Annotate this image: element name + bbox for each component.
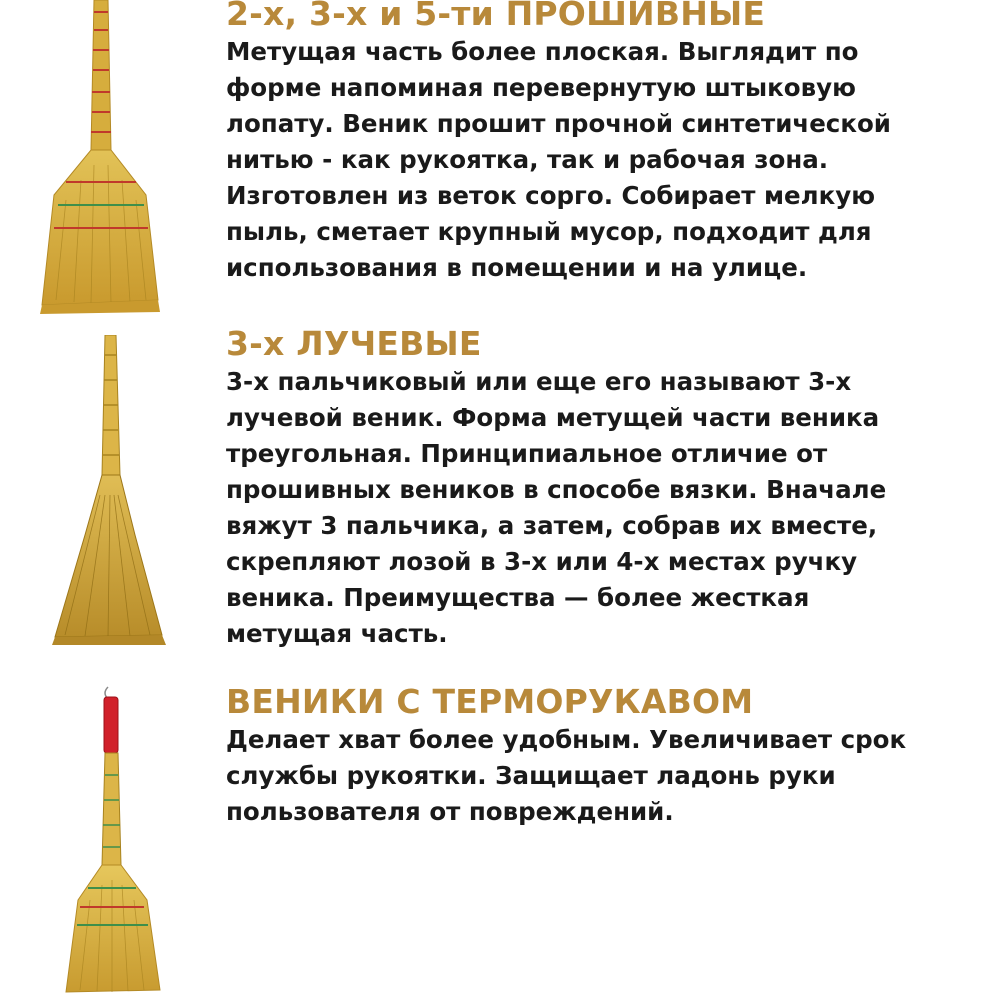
description-line: Изготовлен из веток сорго. Собирает мелкую [226, 181, 876, 210]
section-description [226, 364, 981, 652]
description-line: метущая часть. [226, 619, 448, 648]
description-line: 3-х пальчиковый или еще его называют 3-х [226, 367, 852, 396]
description-line: треугольная. Принципиальное отличие от [226, 439, 828, 468]
description-line: использования в помещении и на улице. [226, 253, 808, 282]
section-stitched [0, 0, 1000, 320]
section-description [226, 722, 981, 830]
description-line: форме напоминая перевернутую штыковую [226, 73, 856, 102]
description-line: веника. Преимущества — более жесткая [226, 583, 810, 612]
description-line: лучевой веник. Форма метущей части веника [226, 403, 880, 432]
stitched-broom-image [36, 0, 166, 318]
section-title: ВЕНИКИ С ТЕРМОРУКАВОМ [226, 682, 754, 721]
description-line: вяжут 3 пальчика, а затем, собрав их вместе, [226, 511, 878, 540]
description-line: Метущая часть более плоская. Выглядит по [226, 37, 859, 66]
thermo-sleeve-text [226, 684, 981, 830]
description-line: пыль, сметает крупный мусор, подходит для [226, 217, 872, 246]
section-thermo-sleeve [0, 682, 1000, 1000]
section-description [226, 34, 981, 286]
description-line: службы рукоятки. Защищает ладонь руки [226, 761, 836, 790]
section-title: 3-х ЛУЧЕВЫЕ [226, 324, 482, 363]
description-line: пользователя от повреждений. [226, 797, 674, 826]
thermo-sleeve-broom-image [62, 685, 167, 997]
three-finger-broom-image [50, 335, 170, 647]
section-title: 2-х, 3-х и 5-ти ПРОШИВНЫЕ [226, 0, 766, 33]
description-line: лопату. Веник прошит прочной синтетической [226, 109, 891, 138]
description-line: Делает хват более удобным. Увеличивает срок [226, 725, 907, 754]
three-finger-text [226, 326, 981, 652]
description-line: скрепляют лозой в 3-х или 4-х местах ручку [226, 547, 858, 576]
stitched-text [226, 0, 981, 286]
description-line: нитью - как рукоятка, так и рабочая зона. [226, 145, 829, 174]
section-three-finger [0, 324, 1000, 650]
description-line: прошивных веников в способе вязки. Вначале [226, 475, 887, 504]
